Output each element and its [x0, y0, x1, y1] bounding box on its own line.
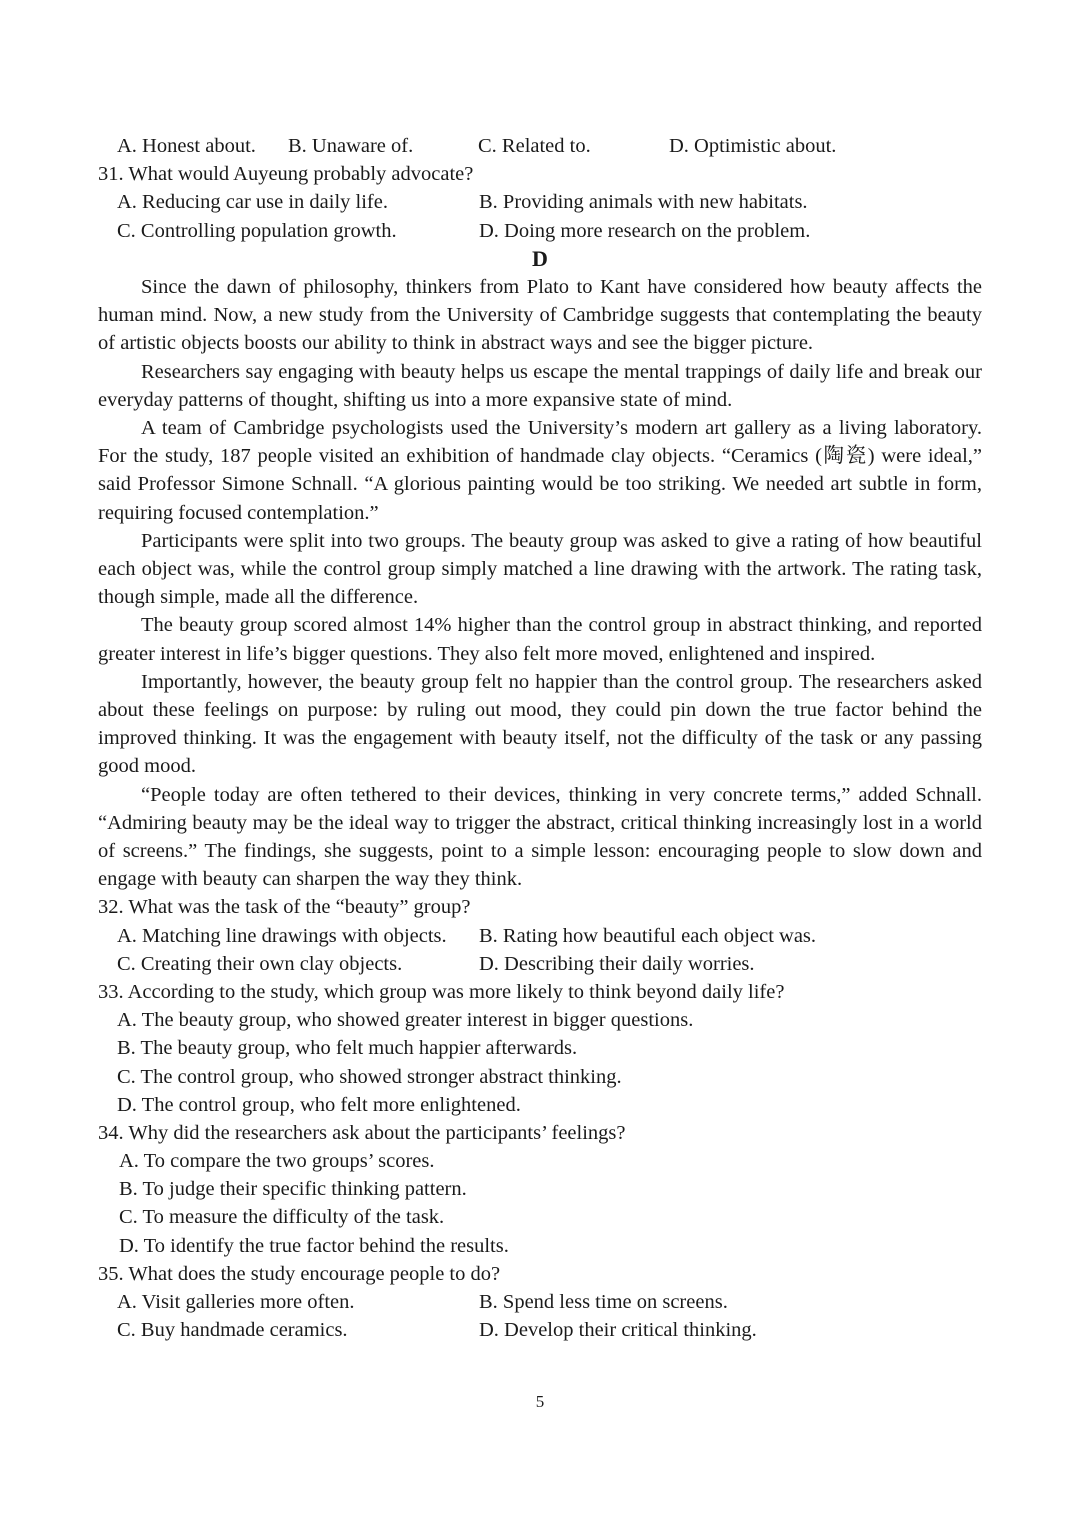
- passage-paragraph: “People today are often tethered to their devices, thinking in very concrete terms,” added Schnall. “Admiring beauty may be the ideal way to trigger the abstract, critical thinking increasingly lost in a world of screens.” The findings, she suggests, point to a simple lesson: encouraging people to slow down and engage with beauty can sharpen the way they think.: [98, 783, 982, 891]
- passage-paragraph: Participants were split into two groups. The beauty group was asked to give a rating of how beautiful each object was, while the control group simply matched a line drawing with the artwork. The rating task, though simple, made all the difference.: [98, 529, 982, 609]
- passage-paragraph: Since the dawn of philosophy, thinkers from Plato to Kant have considered how beauty affects the human mind. Now, a new study from the University of Cambridge suggests that contemplating the beauty of artistic objects boosts our ability to think in abstract ways and see the bigger picture.: [98, 275, 982, 355]
- q32-options-row1: [98, 922, 982, 950]
- q31-option-a: A. Reducing car use in daily life.: [117, 191, 388, 214]
- q34-option-d: D. To identify the true factor behind the results.: [119, 1234, 509, 1257]
- passage-paragraph: Researchers say engaging with beauty helps us escape the mental trappings of daily life and break our everyday patterns of thought, shifting us into a more expansive state of mind.: [98, 360, 982, 411]
- q35-options-row1: [98, 1288, 982, 1316]
- q33-option-a: A. The beauty group, who showed greater interest in bigger questions.: [117, 1009, 694, 1032]
- q33-options: [98, 1006, 982, 1119]
- q30-option-c: C. Related to.: [478, 135, 591, 157]
- q32-option-c: C. Creating their own clay objects.: [117, 952, 403, 975]
- q32-question: 32. What was the task of the “beauty” group?: [98, 896, 471, 919]
- passage-paragraph: Importantly, however, the beauty group felt no happier than the control group. The researchers asked about these feelings on purpose: by ruling out mood, they could pin down the true factor behind the improved thinking. It was the engagement with beauty itself, not the difficulty of the task or any passing good mood.: [98, 670, 982, 778]
- q33-option-d: D. The control group, who felt more enlightened.: [117, 1093, 521, 1116]
- q32-options-row2: [98, 950, 982, 978]
- q35-option-c: C. Buy handmade ceramics.: [117, 1319, 348, 1342]
- exam-page: [98, 132, 982, 1344]
- page-number: 5: [535, 1392, 545, 1411]
- q34-question: 34. Why did the researchers ask about the participants’ feelings?: [98, 1121, 626, 1144]
- q35-options-row2: [98, 1316, 982, 1344]
- passage: [98, 273, 982, 893]
- q34-option-c: C. To measure the difficulty of the task.: [119, 1206, 445, 1229]
- q32-option-a: A. Matching line drawings with objects.: [117, 924, 447, 947]
- q31-option-d: D. Doing more research on the problem.: [479, 219, 811, 242]
- q31-options-row1: [98, 188, 982, 216]
- q30-option-b: B. Unaware of.: [288, 135, 414, 157]
- section-heading: D: [532, 245, 548, 271]
- q35-option-d: D. Develop their critical thinking.: [479, 1319, 757, 1342]
- q30-option-a: A. Honest about.: [117, 135, 256, 157]
- q34-option-a: A. To compare the two groups’ scores.: [119, 1150, 435, 1173]
- q33-option-c: C. The control group, who showed stronger abstract thinking.: [117, 1065, 622, 1088]
- q34-options: [98, 1147, 982, 1260]
- q31-option-c: C. Controlling population growth.: [117, 219, 397, 242]
- q35-option-a: A. Visit galleries more often.: [117, 1291, 355, 1314]
- q31-option-b: B. Providing animals with new habitats.: [479, 191, 808, 214]
- q33-question: 33. According to the study, which group was more likely to think beyond daily life?: [98, 980, 785, 1003]
- passage-paragraph: A team of Cambridge psychologists used the University’s modern art gallery as a living laboratory. For the study, 187 people visited an exhibition of handmade clay objects. “Ceramics (陶瓷) were ideal,” said Professor Simone Schnall. “A glorious painting would be too striking. We needed art subtle in form, requiring focused contemplation.”: [98, 416, 982, 524]
- passage-paragraph: The beauty group scored almost 14% higher than the control group in abstract thinking, and reported greater interest in life’s bigger questions. They also felt more moved, enlightened and inspired.: [98, 614, 982, 665]
- q35-option-b: B. Spend less time on screens.: [479, 1291, 728, 1314]
- q32-option-d: D. Describing their daily worries.: [479, 952, 755, 975]
- q31-question: 31. What would Auyeung probably advocate?: [98, 163, 474, 186]
- q33-option-b: B. The beauty group, who felt much happier afterwards.: [117, 1037, 578, 1060]
- q30-options: [98, 132, 982, 160]
- q31-options-row2: [98, 217, 982, 245]
- q35-question: 35. What does the study encourage people to do?: [98, 1262, 501, 1285]
- q30-option-d: D. Optimistic about.: [669, 135, 837, 157]
- q32-option-b: B. Rating how beautiful each object was.: [479, 924, 817, 947]
- q34-option-b: B. To judge their specific thinking pattern.: [119, 1178, 467, 1201]
